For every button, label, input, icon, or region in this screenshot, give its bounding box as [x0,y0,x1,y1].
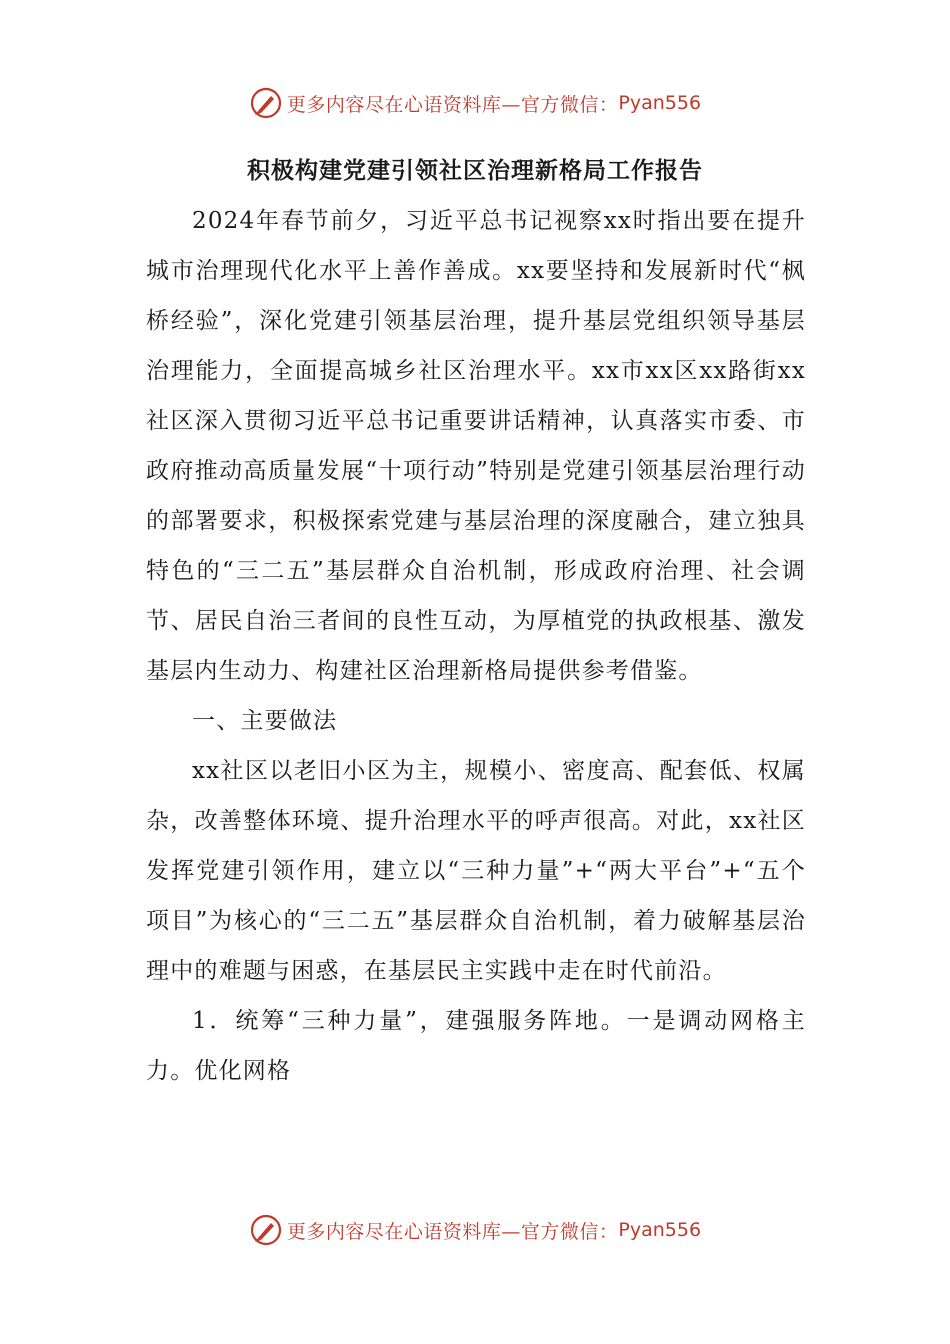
banner-text: 更多内容尽在心语资料库—官方微信： [286,1220,619,1243]
pen-logo-icon [249,86,283,120]
body-paragraph: xx社区以老旧小区为主，规模小、密度高、配套低、权属杂，改善整体环境、提升治理水平的呼声很高。对此，xx社区发挥党建引领作用，建立以“三种力量”+“两大平台”+“五个项目”为核心的“三二五”基层群众自治机制，着力破解基层治理中的难题与困惑，在基层民主实践中走在时代前沿。 [146,758,806,984]
document-title: 积极构建党建引领社区治理新格局工作报告 [247,158,703,184]
section-heading: 一、主要做法 [192,708,338,734]
body-paragraph: 1．统筹“三种力量”，建强服务阵地。一是调动网格主力。优化网格 [146,1008,806,1084]
banner-wechat-id: Pyan556 [618,1219,702,1241]
banner-wechat-id: Pyan556 [618,92,702,114]
intro-paragraph: 2024年春节前夕，习近平总书记视察xx时指出要在提升城市治理现代化水平上善作善成。xx要坚持和发展新时代“枫桥经验”，深化党建引领基层治理，提升基层党组织领导基层治理能力，全面提高城乡社区治理水平。xx市xx区xx路街xx社区深入贯彻习近平总书记重要讲话精神，认真落实市委、市政府推动高质量发展“十项行动”特别是党建引领基层治理行动的部署要求，积极探索党建与基层治理的深度融合，建立独具特色的“三二五”基层群众自治机制，形成政府治理、社会调节、居民自治三者间的良性互动，为厚植党的执政根基、激发基层内生动力、构建社区治理新格局提供参考借鉴。 [146,208,806,684]
banner-text: 更多内容尽在心语资料库—官方微信： [286,93,619,116]
pen-logo-icon [249,1213,283,1247]
watermark-banner-top [0,83,950,123]
watermark-banner-bottom [0,1210,950,1250]
document-body [146,196,806,1096]
